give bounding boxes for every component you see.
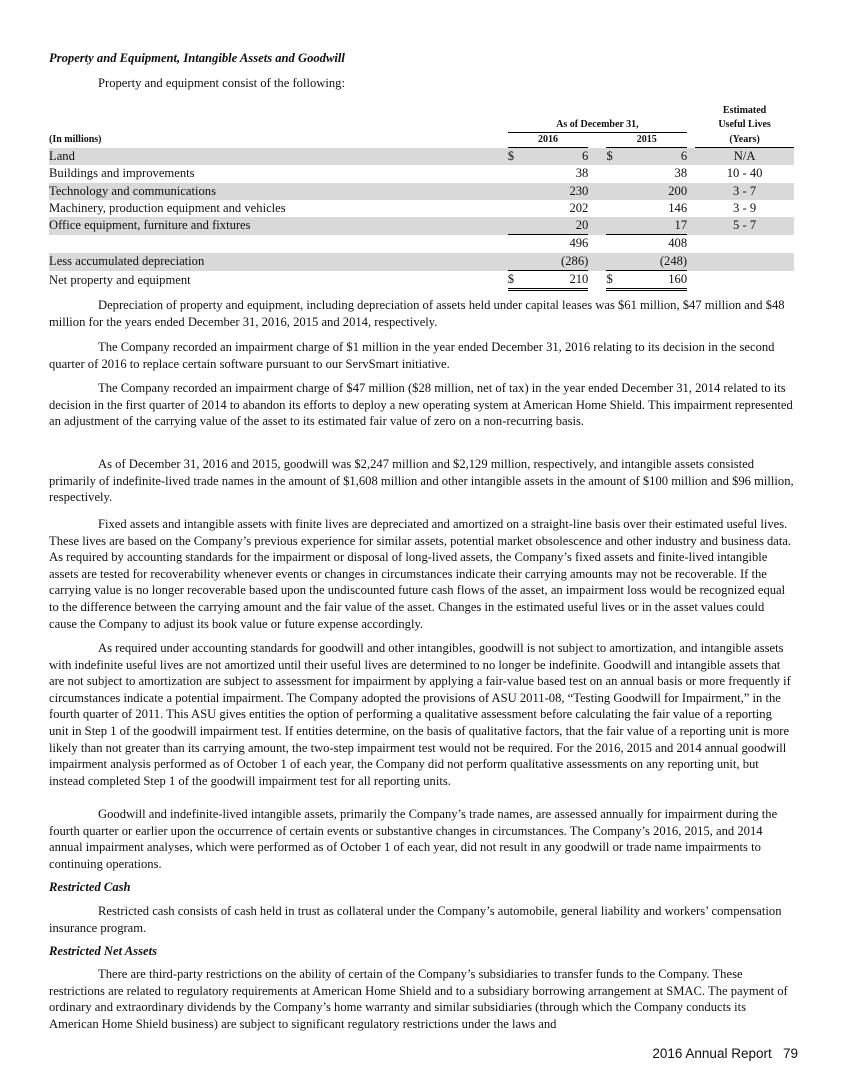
subtotal-2015: 408 [668,236,688,251]
currency-sign: $ [508,271,526,290]
row-label: Less accumulated depreciation [49,253,508,271]
depreciation-row [49,253,794,271]
useful-life: 3 - 7 [695,183,794,200]
depreciation-2015: (248) [625,253,688,271]
paragraph-fixed-assets: Fixed assets and intangible assets with finite lives are depreciated and amortized on a straight-line basis over their estimated useful lives. These lives are based on the Company’s previous experience for similar assets, potential market obsolescence and other industry and business data. As required by accounting standards for the impairment or disposal of long-lived assets, the Company’s fixed assets and finite-lived intangible assets are tested for recoverability whenever events or changes in circumstances indicate their carrying amounts may not be recoverable. If the carrying value is no longer recoverable based upon the undiscounted future cash flows of the asset, an impairment loss would be recognized equal to the difference between the carrying amount and the fair value of the asset. Changes in the estimated useful lives or in the asset values could cause the Company to adjust its book value or future expense accordingly. [49,517,792,631]
intro-text: Property and equipment consist of the following: [98,76,345,90]
value-2015: 17 [625,217,688,235]
currency-sign: $ [508,148,526,166]
row-label: Machinery, production equipment and vehicles [49,200,286,215]
table-row [49,183,794,200]
table-row [49,148,794,166]
row-label: Buildings and improvements [49,166,195,181]
currency-sign: $ [606,148,624,166]
value-2016: 38 [575,166,589,181]
currency-sign: $ [606,271,624,290]
paragraph-restricted-cash: Restricted cash consists of cash held in trust as collateral under the Company’s automobile, general liability and workers’ compensation insurance program. [49,904,782,935]
useful-life: 5 - 7 [695,217,794,235]
net-2015: 160 [625,271,688,290]
value-2015: 6 [625,148,688,166]
net-row [49,271,794,290]
subtotal-row [49,235,794,253]
paragraph-goodwill-accounting: As required under accounting standards for goodwill and other intangibles, goodwill is not subject to amortization, and intangible assets with indefinite useful lives are not amortized until their useful lives are determined to no longer be indefinite. Goodwill and intangible assets that are not subject to amortization are subject to assessment for impairment by applying a fair-value based test on an annual basis or more frequently if circumstances indicate a potential impairment. The Company adopted the provisions of ASU 2011-08, “Testing Goodwill for Impairment,” in the fourth quarter of 2011. This ASU gives entities the option of performing a qualitative assessment before calculating the fair value of a reporting unit in Step 1 of the goodwill impairment test. If entities determine, on the basis of qualitative factors, that the fair value of a reporting unit is more likely than not greater than its carrying amount, the two-step impairment test would not be required. For the 2016, 2015 and 2014 annual goodwill impairment analysis performed as of October 1 of each year, the Company did not perform qualitative assessments on any reporting unit, but instead completed Step 1 of the goodwill impairment test for all reporting units. [49,641,791,788]
header-2015: 2015 [606,133,687,148]
table-row [49,200,794,217]
paragraph-goodwill-balance: As of December 31, 2016 and 2015, goodwill was $2,247 million and $2,129 million, respectively, and intangible assets consisted primarily of indefinite-lived trade names in the amount of $1,608 million and other intangible assets in the amount of $100 million and $96 million, respectively. [49,457,794,505]
paragraph-impairment-2014: The Company recorded an impairment charge of $47 million ($28 million, net of tax) in the year ended December 31, 2014 related to its decision in the first quarter of 2014 to abandon its efforts to deploy a new operating system at American Home Shield. This impairment represented an adjustment of the carrying value of the asset to its estimated fair value of zero on a non-recurring basis. [49,381,793,429]
value-2016: 20 [526,217,589,235]
useful-life: 10 - 40 [726,166,763,181]
header-useful-lives: Useful Lives [718,119,771,131]
subtotal-2016: 496 [569,236,589,251]
table-row [49,217,794,235]
depreciation-2016: (286) [526,253,589,271]
paragraph-depreciation: Depreciation of property and equipment, including depreciation of assets held under capital leases was $61 million, $47 million and $48 million for the years ended December 31, 2016, 2015 and 2014, respectively. [49,298,785,329]
useful-life: 3 - 9 [733,200,757,215]
header-units: (In millions) [49,134,102,145]
property-equipment-table [49,104,794,291]
paragraph-restricted-net-assets: There are third-party restrictions on the ability of certain of the Company’s subsidiaries to transfer funds to the Company. These restrictions are related to regulatory requirements at American Home Shield and to a subsidiary borrowing arrangement at SMAC. The payment of ordinary and extraordinary dividends by the Company’s home warranty and similar subsidiaries (through which the Company conducts its American Home Shield business) are subject to significant regulatory restrictions under the laws and [49,967,788,1031]
section-heading-property: Property and Equipment, Intangible Assets and Goodwill [49,51,345,65]
header-years: (Years) [695,133,794,148]
row-label: Office equipment, furniture and fixtures [49,217,508,235]
useful-life: N/A [695,148,794,166]
header-estimated: Estimated [722,105,767,116]
table-row [49,165,794,182]
page-footer: 2016 Annual Report 79 [652,1046,798,1061]
value-2016: 6 [526,148,589,166]
value-2016: 202 [569,200,589,215]
value-2016: 230 [526,183,589,200]
row-label: Land [49,148,508,166]
paragraph-impairment-2016: The Company recorded an impairment charge of $1 million in the year ended December 31, 2016 relating to its decision in the second quarter of 2016 to replace certain software pursuant to our ServSmart initiative. [49,340,775,371]
net-2016: 210 [526,271,589,290]
section-heading-restricted-net-assets: Restricted Net Assets [49,944,157,958]
header-2016: 2016 [508,133,589,148]
header-as-of: As of December 31, [508,118,687,133]
value-2015: 146 [668,200,688,215]
row-label: Net property and equipment [49,272,191,287]
section-heading-restricted-cash: Restricted Cash [49,880,131,894]
paragraph-goodwill-annual: Goodwill and indefinite-lived intangible assets, primarily the Company’s trade names, are assessed annually for impairment during the fourth quarter or earlier upon the occurrence of certain events or substantive changes in circumstances. The Company’s 2016, 2015, and 2014 annual impairment analyses, which were performed as of October 1 of each year, did not result in any goodwill or trade name impairments to continuing operations. [49,807,778,871]
value-2015: 38 [674,166,688,181]
value-2015: 200 [625,183,688,200]
row-label: Technology and communications [49,183,508,200]
